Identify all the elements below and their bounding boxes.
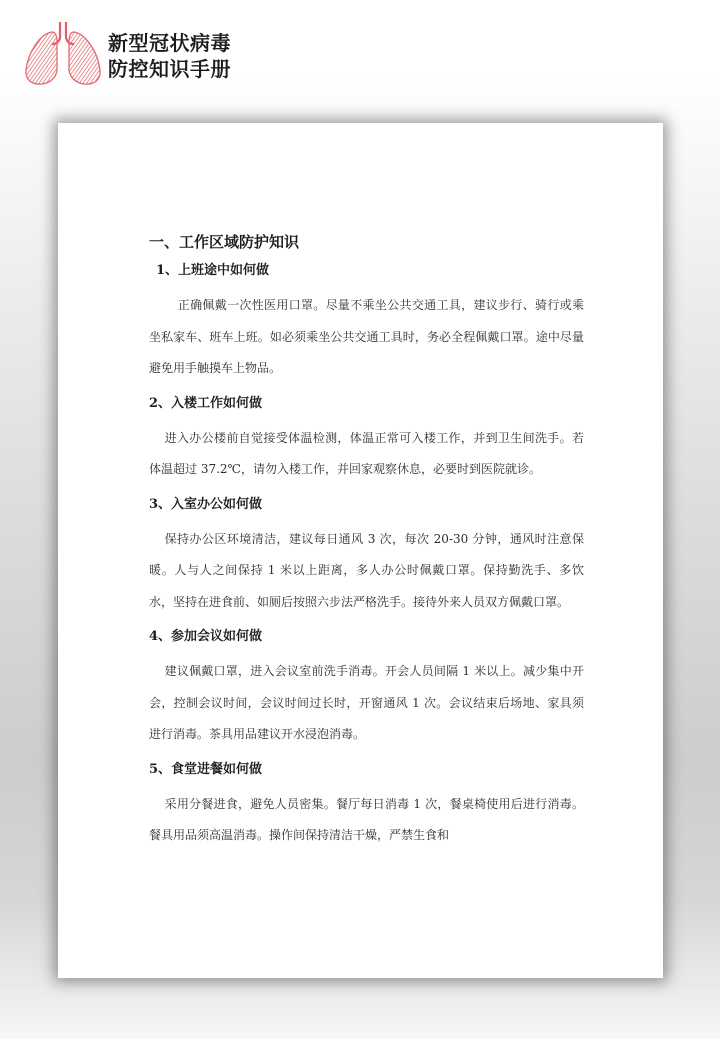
subsection-paragraph: 采用分餐进食，避免人员密集。餐厅每日消毒 1 次，餐桌椅使用后进行消毒。餐具用品须高温消毒。操作间保持清洁干燥，严禁生食和: [149, 796, 584, 842]
subsection-paragraph: 建议佩戴口罩，进入会议室前洗手消毒。开会人员间隔 1 米以上。减少集中开会，控制会议时间，会议时间过长时，开窗通风 1 次。会议结束后场地、家具须进行消毒。茶具用品建议开水浸泡消毒。: [149, 664, 584, 741]
title-line-1: 新型冠状病毒: [108, 31, 231, 55]
subsection-heading: 2、入楼工作如何做: [149, 395, 263, 411]
section-title: 一、工作区域防护知识: [149, 233, 300, 251]
page-header: [0, 0, 720, 100]
lungs-icon: [22, 18, 104, 90]
subsection-heading: 4、参加会议如何做: [149, 629, 263, 644]
title-line-2: 防控知识手册: [108, 57, 231, 81]
document-content: [149, 231, 584, 852]
title-block: [108, 30, 231, 82]
subsection-paragraph: 进入办公楼前自觉接受体温检测，体温正常可入楼工作，并到卫生间洗手。若体温超过 37.2℃，请勿入楼工作，并回家观察休息，必要时到医院就诊。: [149, 430, 584, 476]
document-page: [58, 123, 663, 978]
subsection-heading: 5、食堂进餐如何做: [149, 761, 263, 777]
subsection-paragraph: 保持办公区环境清洁，建议每日通风 3 次，每次 20-30 分钟，通风时注意保暖。人与人之间保持 1 米以上距离，多人办公时佩戴口罩。保持勤洗手、多饮水，坚持在进食前、如厕后按照六步法严格洗手。接待外来人员双方佩戴口罩。: [149, 531, 584, 609]
subsection-heading: 1、上班途中如何做: [156, 263, 270, 278]
subsection-heading: 3、入室办公如何做: [149, 496, 263, 512]
subsection-paragraph: 正确佩戴一次性医用口罩。尽量不乘坐公共交通工具，建议步行、骑行或乘坐私家车、班车上班。如必须乘坐公共交通工具时，务必全程佩戴口罩。途中尽量避免用手触摸车上物品。: [149, 298, 584, 375]
